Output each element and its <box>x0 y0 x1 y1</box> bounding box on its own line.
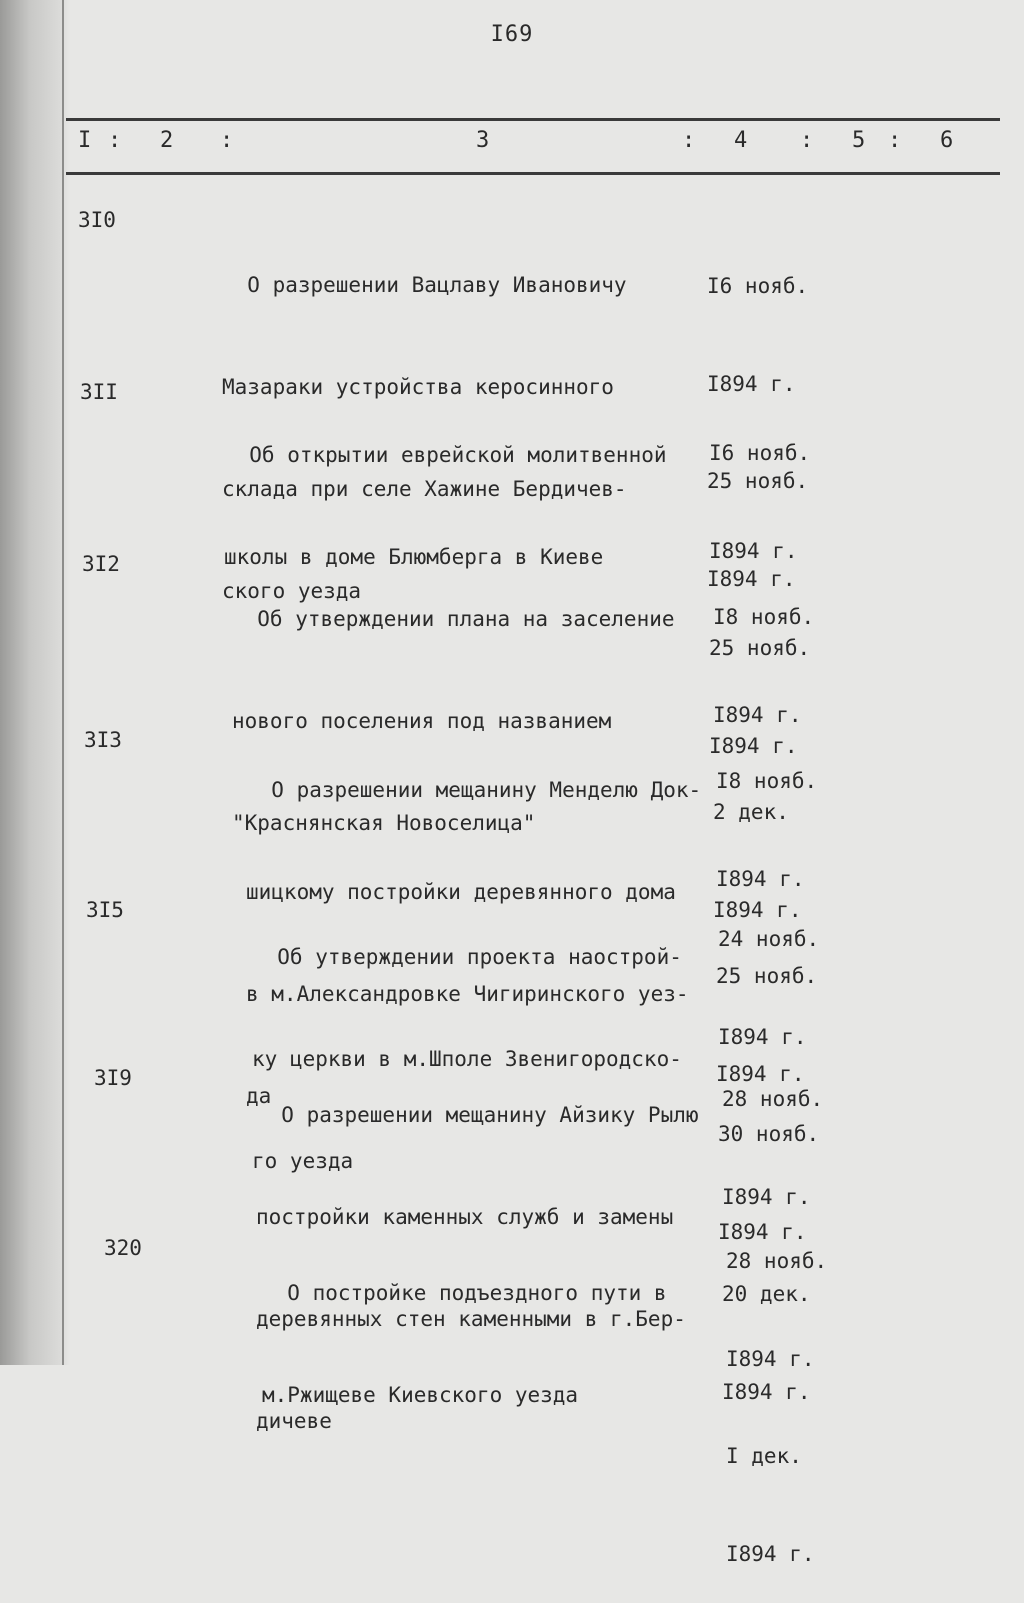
title-line: О разрешении Вацлаву Ивановичу <box>222 273 627 297</box>
date-line: I894 г. <box>722 1184 811 1209</box>
column-separator: : <box>888 128 902 153</box>
date-line: I6 нояб. <box>707 274 809 298</box>
title-line: в м.Александровке Чигиринского уез- <box>246 982 689 1006</box>
date-line: I894 г. <box>713 897 802 922</box>
title-line: постройки каменных служб и замены <box>256 1205 674 1229</box>
date-line: 28 нояб. <box>726 1249 828 1273</box>
column-header-1: I <box>78 128 92 153</box>
title-line: шицкому постройки деревянного дома <box>246 880 676 904</box>
date-line: I894 г. <box>716 866 805 891</box>
row-number: 3I2 <box>82 552 120 576</box>
date-line: I894 г. <box>718 1024 807 1049</box>
column-header-2: 2 <box>160 128 174 153</box>
column-header-6: 6 <box>940 128 954 153</box>
date-line: I894 г. <box>726 1541 815 1566</box>
page-binding-shadow <box>0 0 70 1365</box>
date-line: I6 нояб. <box>709 441 811 465</box>
title-line: школы в доме Блюмберга в Киеве <box>224 545 604 569</box>
date-line: 25 нояб. <box>716 964 818 988</box>
date-line: I894 г. <box>707 371 796 396</box>
date-line: I894 г. <box>709 538 798 563</box>
title-line: нового поселения под названием <box>232 709 612 733</box>
header-rule-bottom <box>66 172 1000 175</box>
row-title <box>262 1208 667 1446</box>
column-header-3: 3 <box>476 128 490 153</box>
title-line: м.Ржищеве Киевского уезда <box>262 1383 579 1407</box>
binding-edge <box>62 0 64 1365</box>
row-number: 3I5 <box>86 898 124 922</box>
date-line: 20 дек. <box>722 1282 811 1306</box>
column-separator: : <box>800 128 814 153</box>
title-line: Об утверждении плана на заселение <box>232 607 675 631</box>
date-line: 2 дек. <box>713 800 789 824</box>
date-line: I8 нояб. <box>713 605 815 629</box>
row-number: 3II <box>80 380 118 404</box>
title-line: ку церкви в м.Шполе Звенигородско- <box>252 1047 682 1071</box>
title-line: дичеве <box>256 1409 332 1433</box>
date-line: 30 нояб. <box>718 1122 820 1146</box>
title-line: О постройке подъездного пути в <box>262 1281 667 1305</box>
date-line: I894 г. <box>713 702 802 727</box>
row-number: 3I9 <box>94 1066 132 1090</box>
column-separator: : <box>682 128 696 153</box>
date-line: I894 г. <box>707 566 796 591</box>
date-line: I894 г. <box>709 733 798 758</box>
title-line: склада при селе Хажине Бердичев- <box>222 477 627 501</box>
date-line: 28 нояб. <box>722 1087 824 1111</box>
row-number: 3I0 <box>78 208 116 232</box>
date-line: I894 г. <box>726 1346 815 1371</box>
title-line: да <box>246 1084 272 1108</box>
date-line: I дек. <box>726 1444 802 1468</box>
title-line: деревянных стен каменными в г.Бер- <box>256 1307 686 1331</box>
date-line: I894 г. <box>722 1379 811 1404</box>
header-rule-top <box>66 118 1000 121</box>
date-line: 25 нояб. <box>709 636 811 660</box>
column-header-4: 4 <box>734 128 748 153</box>
title-line: Об открытии еврейской молитвенной <box>224 443 667 467</box>
title-line: Об утверждении проекта наострой- <box>252 945 682 969</box>
column-separator: : <box>220 128 234 153</box>
date-line: I894 г. <box>716 1061 805 1086</box>
title-line: "Краснянская Новоселица" <box>232 811 536 835</box>
title-line: О разрешении мещанину Менделю Док- <box>246 778 702 802</box>
row-dates <box>726 1180 827 1603</box>
date-line: I894 г. <box>718 1219 807 1244</box>
column-header-5: 5 <box>852 128 866 153</box>
title-line: ского уезда <box>222 579 362 603</box>
column-separator: : <box>108 128 122 153</box>
date-line: I8 нояб. <box>716 769 818 793</box>
date-line: 25 нояб. <box>707 469 809 493</box>
title-line: О разрешении мещанину Айзику Рылю <box>256 1103 699 1127</box>
title-line: Мазараки устройства керосинного <box>222 375 614 399</box>
row-number: 3I3 <box>84 728 122 752</box>
page-number: I69 <box>490 22 534 47</box>
row-number: 320 <box>104 1236 142 1260</box>
title-line: го уезда <box>252 1149 354 1173</box>
date-line: 24 нояб. <box>718 927 820 951</box>
